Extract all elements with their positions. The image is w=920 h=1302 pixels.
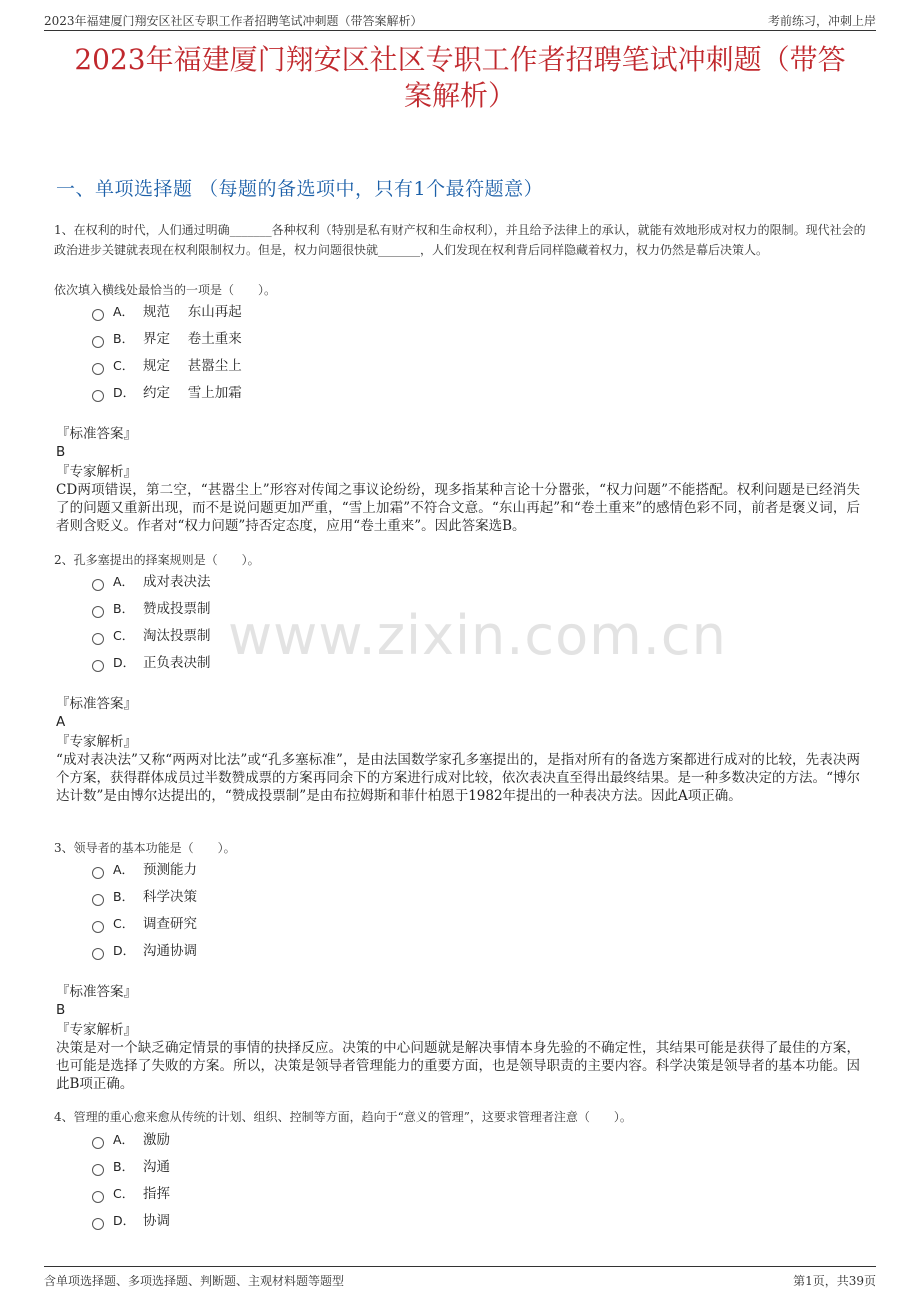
watermark: www.zixin.com.cn <box>228 604 727 667</box>
question-4-option-a[interactable]: A． 激励 <box>92 1130 170 1150</box>
question-1-instruction: 依次填入横线处最恰当的一项是（ ）。 <box>54 283 277 297</box>
radio-icon[interactable] <box>92 336 104 348</box>
radio-icon[interactable] <box>92 894 104 906</box>
question-4-stem: 4、管理的重心愈来愈从传统的计划、组织、控制等方面，趋向于“意义的管理”，这要求管理者注意（ ）。 <box>54 1110 632 1124</box>
question-4-option-c[interactable]: C． 指挥 <box>92 1184 170 1204</box>
radio-icon[interactable] <box>92 606 104 618</box>
radio-icon[interactable] <box>92 1137 104 1149</box>
page-number: 第1页，共39页 <box>793 1274 876 1288</box>
question-1-answer-label: 『标准答案』 <box>56 426 137 442</box>
radio-icon[interactable] <box>92 921 104 933</box>
document-title <box>40 42 880 114</box>
question-1-option-a[interactable]: A． 规范 东山再起 <box>92 302 242 322</box>
radio-icon[interactable] <box>92 948 104 960</box>
question-2-stem: 2、孔多塞提出的择案规则是（ ）。 <box>54 553 260 567</box>
radio-icon[interactable] <box>92 309 104 321</box>
question-2-option-b[interactable]: B． 赞成投票制 <box>92 599 211 619</box>
question-2-option-a[interactable]: A． 成对表决法 <box>92 572 211 592</box>
question-3-answer-label: 『标准答案』 <box>56 984 137 1000</box>
question-3-option-a[interactable]: A． 预测能力 <box>92 860 197 880</box>
question-3-answer: B <box>56 1002 66 1018</box>
question-1-explanation: CD两项错误，第二空，“甚嚣尘上”形容对传闻之事议论纷纷，现多指某种言论十分嚣张，“权力问题”不能搭配。权利问题是已经消失了的问题又重新出现，而不是说问题更加严重，“雪上加霜”不符合文意。“东山再起”和“卷土重来”的感情色彩不同，前者是褒义词，后者则含贬义。作者对“权力问题”持否定态度，应用“卷土重来”。因此答案选B。 <box>56 482 860 534</box>
radio-icon[interactable] <box>92 390 104 402</box>
question-3-option-b[interactable]: B． 科学决策 <box>92 887 197 907</box>
header-doc-title: 2023年福建厦门翔安区社区专职工作者招聘笔试冲刺题（带答案解析） <box>44 14 423 28</box>
radio-icon[interactable] <box>92 1191 104 1203</box>
page-footer <box>44 1266 876 1288</box>
radio-icon[interactable] <box>92 579 104 591</box>
question-2-answer-label: 『标准答案』 <box>56 696 137 712</box>
radio-icon[interactable] <box>92 660 104 672</box>
question-3-explanation: 决策是对一个缺乏确定情景的事情的抉择反应。决策的中心问题就是解决事情本身先验的不确定性，其结果可能是获得了最佳的方案，也可能是选择了失败的方案。所以，决策是领导者管理能力的重要方面，也是领导职责的主要内容。科学决策是领导者的基本功能。因此B项正确。 <box>56 1040 860 1092</box>
question-1-option-c[interactable]: C． 规定 甚嚣尘上 <box>92 356 242 376</box>
question-1-option-b[interactable]: B． 界定 卷土重来 <box>92 329 242 349</box>
footer-question-types: 含单项选择题、多项选择题、判断题、主观材料题等题型 <box>44 1274 345 1288</box>
question-3-option-c[interactable]: C． 调查研究 <box>92 914 197 934</box>
radio-icon[interactable] <box>92 363 104 375</box>
title-line-1: 2023年福建厦门翔安区社区专职工作者招聘笔试冲刺题（带答 <box>74 43 846 76</box>
radio-icon[interactable] <box>92 867 104 879</box>
question-4-option-d[interactable]: D． 协调 <box>92 1211 170 1231</box>
section-heading: 一、单项选择题 （每题的备选项中，只有1个最符题意） <box>56 178 544 200</box>
question-2-option-d[interactable]: D． 正负表决制 <box>92 653 211 673</box>
title-line-2: 案解析） <box>403 79 516 112</box>
question-1-stem: 1、在权利的时代，人们通过明确_______各种权利（特别是私有财产权和生命权利），并且给予法律上的承认，就能有效地形成对权力的限制。现代社会的政治进步关键就表现在权利限制权力。但是，权力问题很快就_______，人们发现在权利背后同样隐藏着权力，权力仍然是幕后决策人。 <box>54 223 866 257</box>
question-4-option-b[interactable]: B． 沟通 <box>92 1157 170 1177</box>
question-3-stem: 3、领导者的基本功能是（ ）。 <box>54 841 236 855</box>
radio-icon[interactable] <box>92 1164 104 1176</box>
header-slogan: 考前练习，冲刺上岸 <box>767 14 876 28</box>
question-1-answer: B <box>56 444 66 460</box>
question-2-option-c[interactable]: C． 淘汰投票制 <box>92 626 211 646</box>
page-header <box>44 8 876 31</box>
question-1-explain-label: 『专家解析』 <box>56 464 137 480</box>
question-2-explain-label: 『专家解析』 <box>56 734 137 750</box>
radio-icon[interactable] <box>92 1218 104 1230</box>
question-1-option-d[interactable]: D． 约定 雪上加霜 <box>92 383 242 403</box>
question-2-answer: A <box>56 714 66 730</box>
question-3-explain-label: 『专家解析』 <box>56 1022 137 1038</box>
question-2-explanation: “成对表决法”又称“两两对比法”或“孔多塞标准”，是由法国数学家孔多塞提出的，是指对所有的备选方案都进行成对的比较，先表决两个方案，获得群体成员过半数赞成票的方案再同余下的方案进行成对比较，依次表决直至得出最终结果。是一种多数决定的方法。“博尔达计数”是由博尔达提出的，“赞成投票制”是由布拉姆斯和菲什柏恩于1982年提出的一种表决方法。因此A项正确。 <box>56 752 860 804</box>
radio-icon[interactable] <box>92 633 104 645</box>
question-3-option-d[interactable]: D． 沟通协调 <box>92 941 197 961</box>
